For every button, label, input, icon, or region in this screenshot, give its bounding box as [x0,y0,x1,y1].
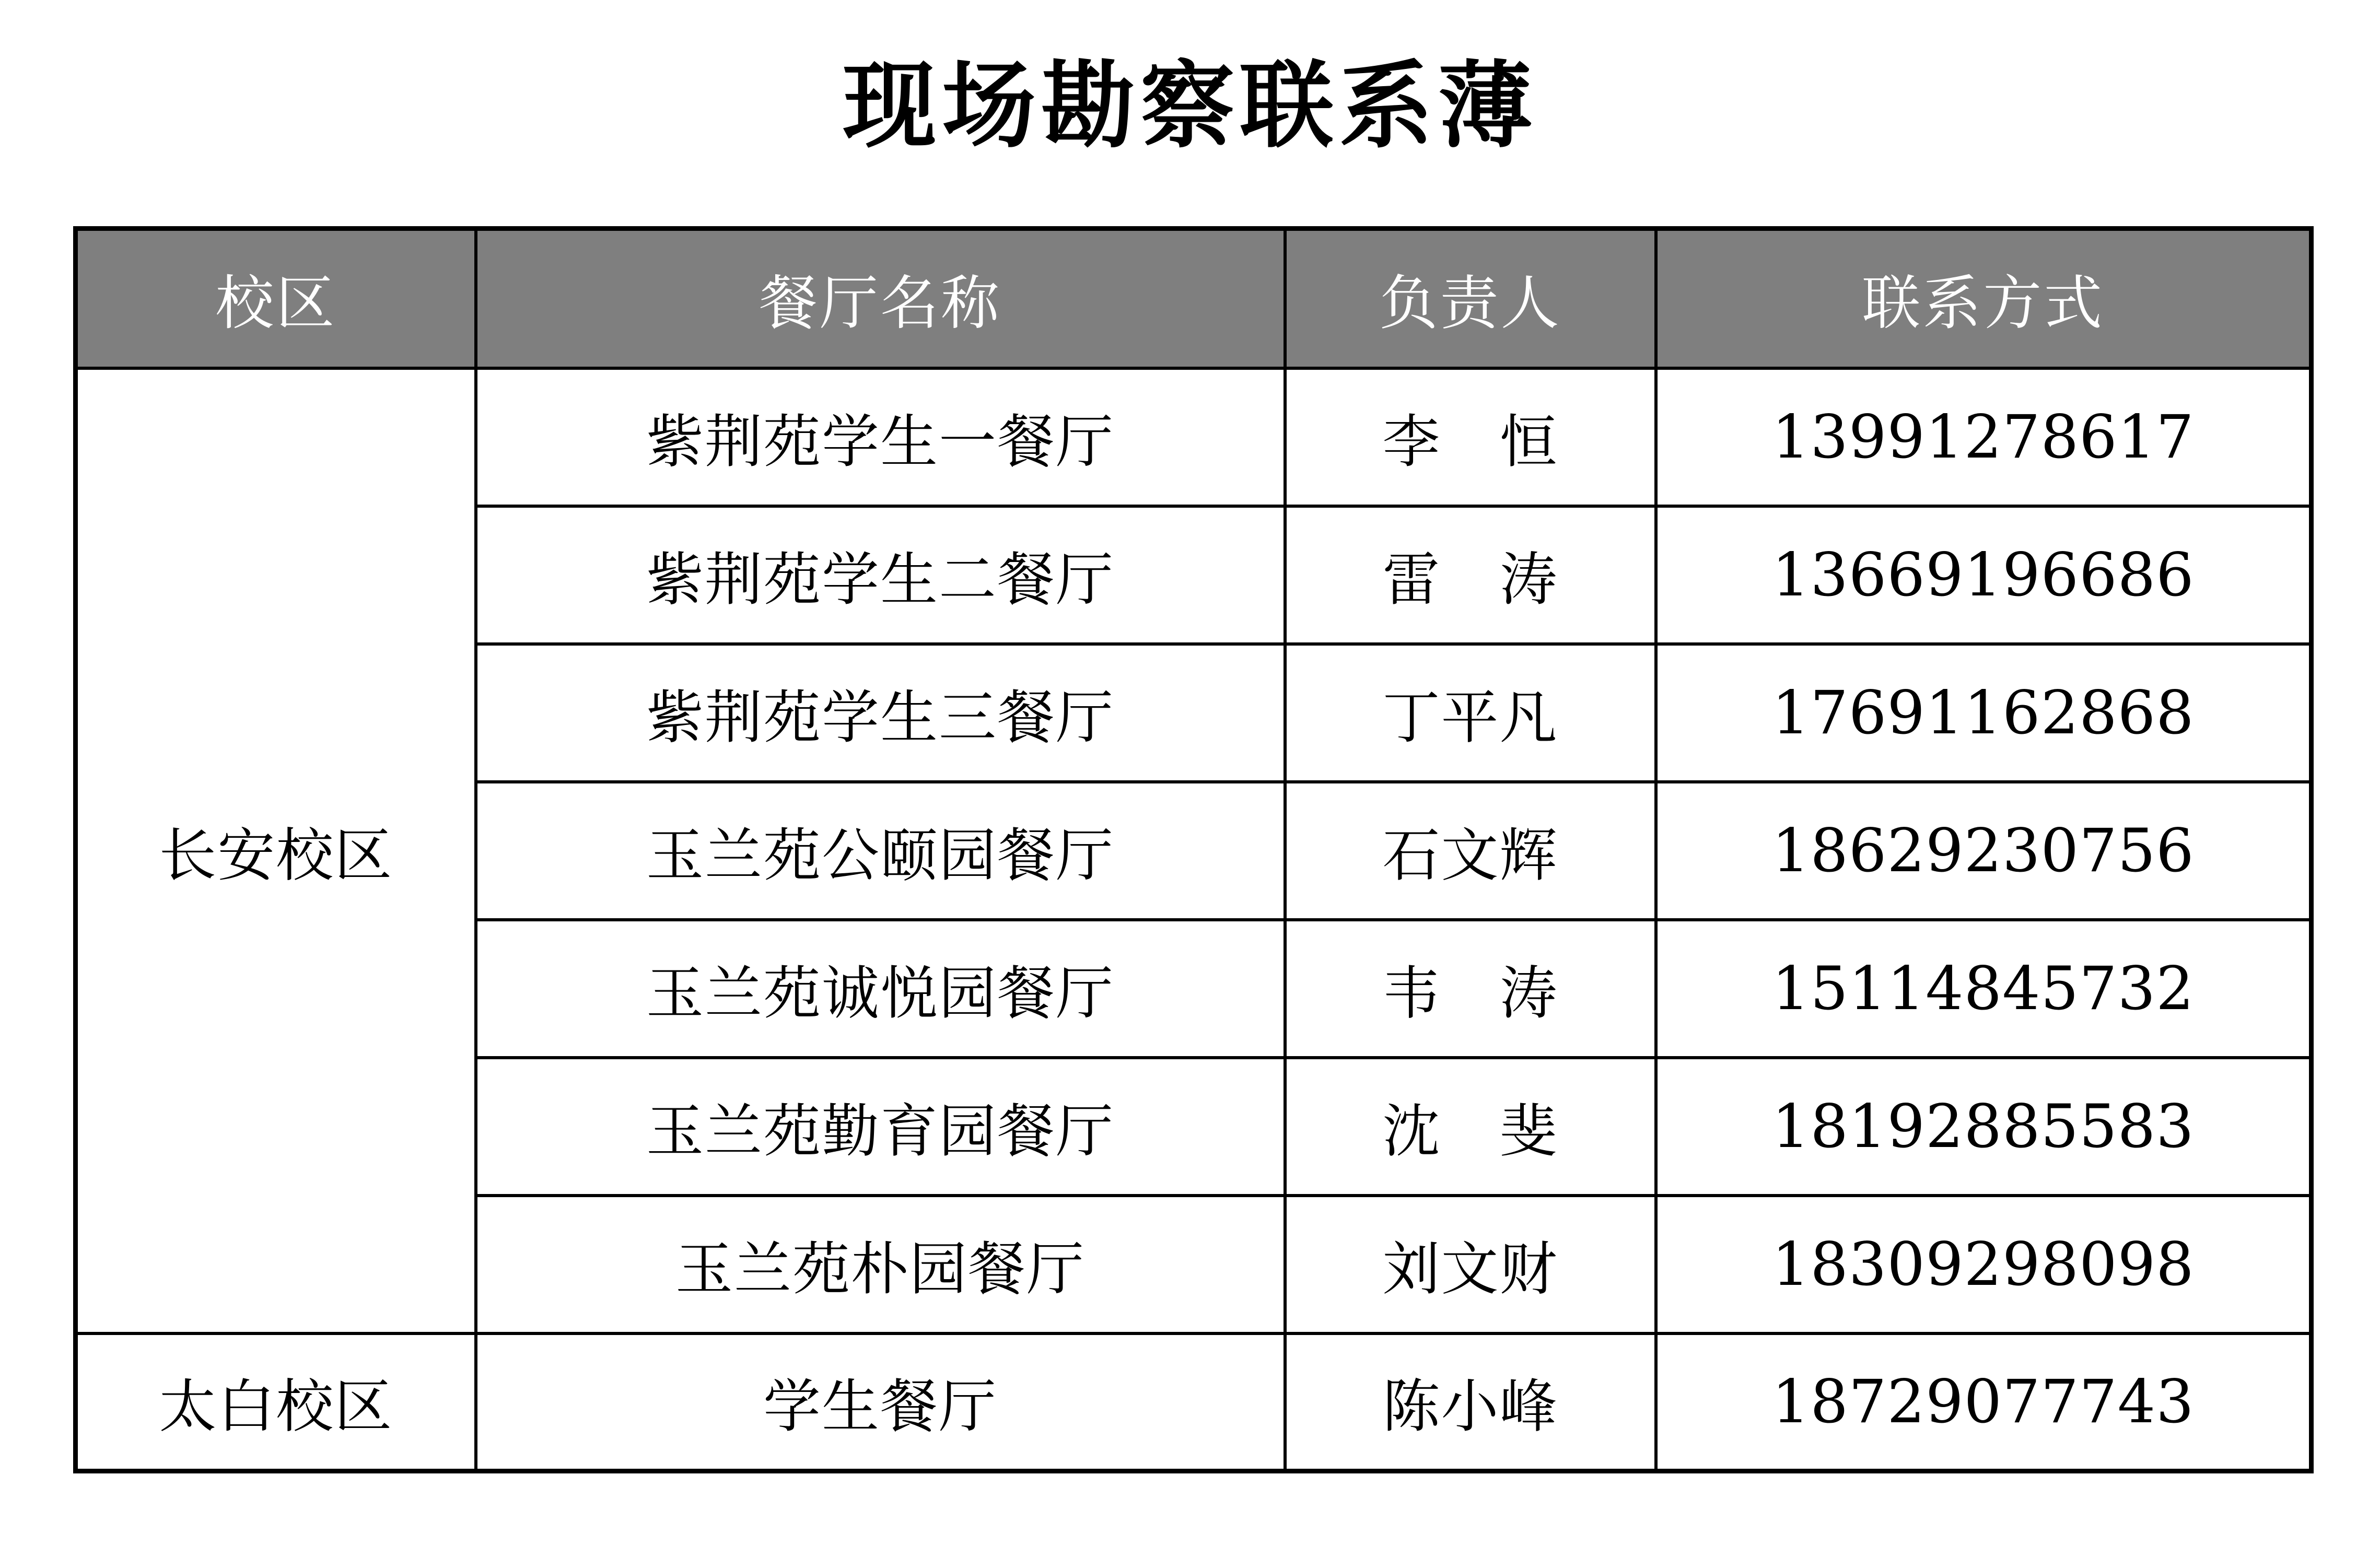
person-cell: 雷 涛 [1285,506,1656,644]
table-row [76,368,2312,506]
table-row [76,1333,2312,1471]
restaurant-cell: 紫荆苑学生三餐厅 [476,644,1285,782]
phone-cell: 17691162868 [1656,644,2312,782]
person-cell: 韦 涛 [1285,920,1656,1058]
restaurant-cell: 紫荆苑学生一餐厅 [476,368,1285,506]
phone-cell: 15114845732 [1656,920,2312,1058]
restaurant-cell: 玉兰苑公颐园餐厅 [476,782,1285,920]
person-cell: 陈小峰 [1285,1333,1656,1471]
campus-cell-taibai: 太白校区 [76,1333,476,1471]
phone-cell: 18729077743 [1656,1333,2312,1471]
restaurant-cell: 紫荆苑学生二餐厅 [476,506,1285,644]
contact-table [73,226,2314,1473]
phone-cell: 13669196686 [1656,506,2312,644]
person-cell: 石文辉 [1285,782,1656,920]
header-cell-restaurant: 餐厅名称 [476,229,1285,368]
restaurant-cell: 玉兰苑诚悦园餐厅 [476,920,1285,1058]
phone-cell: 13991278617 [1656,368,2312,506]
header-row [76,229,2312,368]
header-cell-phone: 联系方式 [1656,229,2312,368]
header-cell-campus: 校区 [76,229,476,368]
page-title: 现场勘察联系薄 [842,51,1537,161]
restaurant-cell: 玉兰苑朴园餐厅 [476,1196,1285,1333]
person-cell: 沈 斐 [1285,1058,1656,1196]
person-cell: 刘文财 [1285,1196,1656,1333]
restaurant-cell: 学生餐厅 [476,1333,1285,1471]
phone-cell: 18309298098 [1656,1196,2312,1333]
person-cell: 丁平凡 [1285,644,1656,782]
phone-cell: 18192885583 [1656,1058,2312,1196]
header-cell-person: 负责人 [1285,229,1656,368]
restaurant-cell: 玉兰苑勤育园餐厅 [476,1058,1285,1196]
person-cell: 李 恒 [1285,368,1656,506]
campus-cell-changan: 长安校区 [76,368,476,1333]
phone-cell: 18629230756 [1656,782,2312,920]
